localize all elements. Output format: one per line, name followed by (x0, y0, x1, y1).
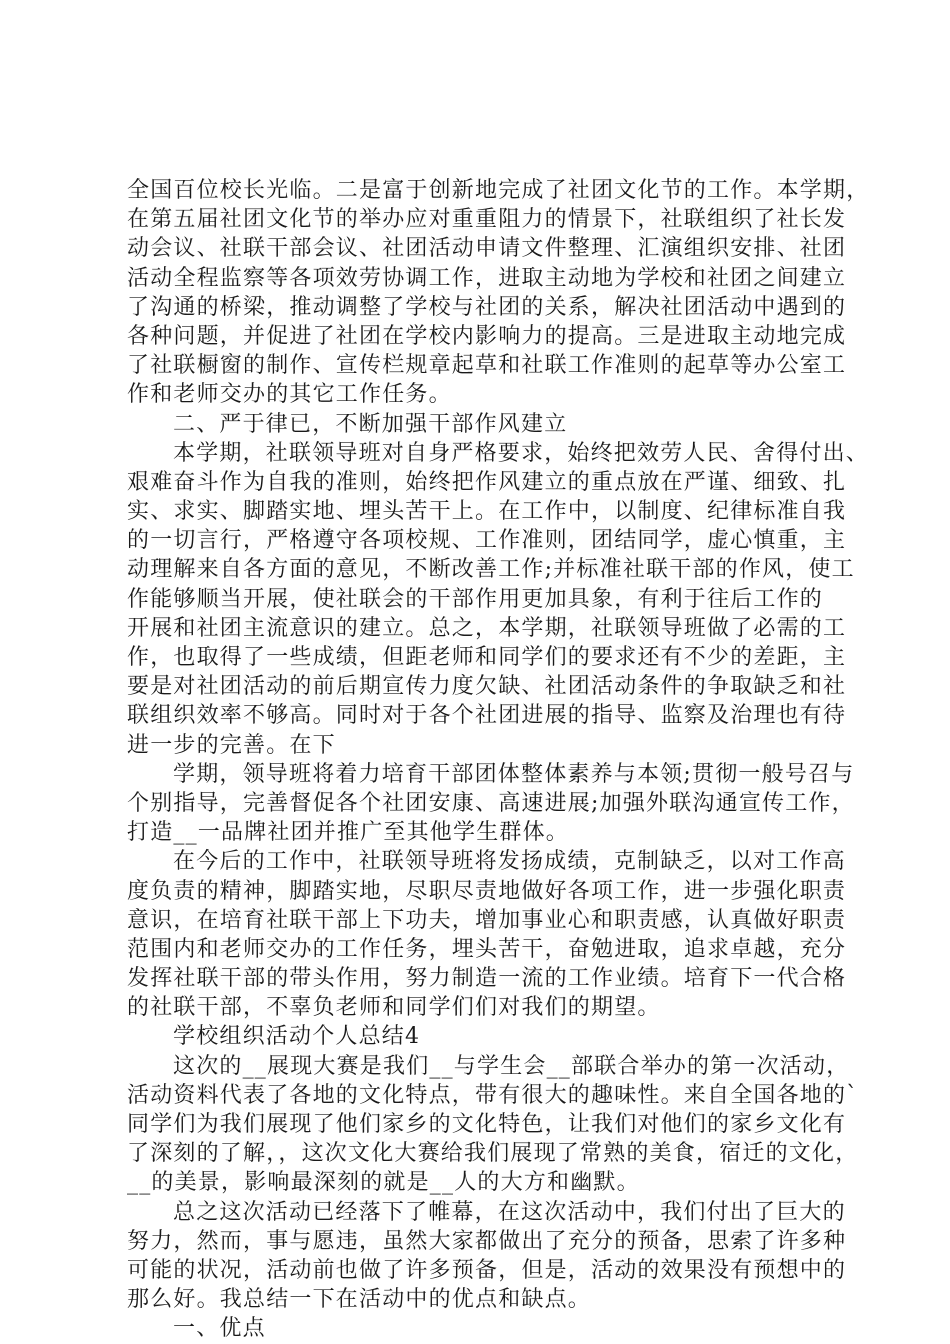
text-line: 那么好。我总结一下在活动中的优点和缺点。 (127, 1287, 592, 1313)
text-line: 了社联橱窗的制作、宣传栏规章起草和社联工作准则的起草等办公室工 (127, 353, 847, 379)
text-line: __的美景，影响最深刻的就是__人的大方和幽默。 (127, 1170, 640, 1196)
text-line: 发挥社联干部的带头作用，努力制造一流的工作业绩。培育下一代合格 (127, 966, 847, 992)
text-line: 本学期，社联领导班对自身严格要求，始终把效劳人民、舍得付出、 (173, 440, 870, 466)
text-line: 活动全程监察等各项效劳协调工作，进取主动地为学校和社团之间建立 (127, 265, 847, 291)
text-line: 了沟通的桥梁，推动调整了学校与社团的关系，解决社团活动中遇到的 (127, 294, 847, 320)
text-line: 一、优点 (173, 1316, 266, 1342)
text-line: 联组织效率不够高。同时对于各个社团进展的指导、监察及治理也有待 (127, 703, 847, 729)
text-line: 可能的状况，活动前也做了许多预备，但是，活动的效果没有预想中的 (127, 1257, 847, 1283)
text-line: 意识，在培育社联干部上下功夫，增加事业心和职责感，认真做好职责 (127, 907, 847, 933)
text-line: 实、求实、脚踏实地、埋头苦干上。在工作中，以制度、纪律标准自我 (127, 499, 847, 525)
text-line: 艰难奋斗作为自我的准则，始终把作风建立的重点放在严谨、细致、扎 (127, 469, 847, 495)
text-line: 的一切言行，严格遵守各项校规、工作准则，团结同学，虚心慎重，主 (127, 528, 847, 554)
text-line: 活动资料代表了各地的文化特点，带有很大的趣味性。来自全国各地的` (127, 1082, 859, 1108)
text-line: 的社联干部，不辜负老师和同学们们对我们的期望。 (127, 995, 661, 1021)
text-line: 了深刻的了解，，这次文化大赛给我们展现了常熟的美食，宿迁的文化， (127, 1141, 859, 1167)
text-line: 开展和社团主流意识的建立。总之，本学期，社联领导班做了必需的工 (127, 615, 847, 641)
text-line: 努力，然而，事与愿违，虽然大家都做出了充分的预备，思索了许多种 (127, 1228, 847, 1254)
text-line: 各种问题，并促进了社团在学校内影响力的提高。三是进取主动地完成 (127, 323, 847, 349)
text-line: 度负责的精神，脚踏实地，尽职尽责地做好各项工作，进一步强化职责 (127, 878, 847, 904)
text-line: 学期，领导班将着力培育干部团体整体素养与本领;贯彻一般号召与 (173, 761, 855, 787)
text-line: 学校组织活动个人总结4 (173, 1024, 421, 1050)
text-line: 在今后的工作中，社联领导班将发扬成绩，克制缺乏，以对工作高 (173, 849, 846, 875)
text-line: 动理解来自各方面的意见，不断改善工作;并标准社联干部的作风，使工 (127, 557, 855, 583)
text-line: 全国百位校长光临。二是富于创新地完成了社团文化节的工作。本学期， (127, 178, 870, 203)
text-line: 作，也取得了一些成绩，但距老师和同学们的要求还有不少的差距，主 (127, 645, 847, 670)
text-line: 个别指导，完善督促各个社团安康、高速进展;加强外联沟通宣传工作， (127, 790, 855, 816)
text-line: 范围内和老师交办的工作任务，埋头苦干，奋勉进取，追求卓越，充分 (127, 936, 847, 962)
document-body (127, 176, 870, 1344)
text-line: 要是对社团活动的前后期宣传力度欠缺、社团活动条件的争取缺乏和社 (127, 674, 847, 700)
text-line: 在第五届社团文化节的举办应对重重阻力的情景下，社联组织了社长发 (127, 207, 847, 233)
text-line: 二、严于律已，不断加强干部作风建立 (173, 411, 568, 437)
text-line: 作能够顺当开展，使社联会的干部作用更加具象，有利于往后工作的 (127, 586, 824, 612)
text-line: 总之这次活动已经落下了帷幕，在这次活动中，我们付出了巨大的 (173, 1199, 846, 1225)
text-line: 打造__一品牌社团并推广至其他学生群体。 (127, 820, 570, 846)
text-line: 同学们为我们展现了他们家乡的文化特色，让我们对他们的家乡文化有 (127, 1112, 847, 1137)
text-line: 进一步的完善。在下 (127, 732, 336, 758)
text-line: 作和老师交办的其它工作任务。 (127, 382, 452, 408)
text-line: 这次的__展现大赛是我们__与学生会__部联合举办的第一次活动， (173, 1053, 850, 1079)
text-line: 动会议、社联干部会议、社团活动申请文件整理、汇演组织安排、社团 (127, 236, 847, 262)
